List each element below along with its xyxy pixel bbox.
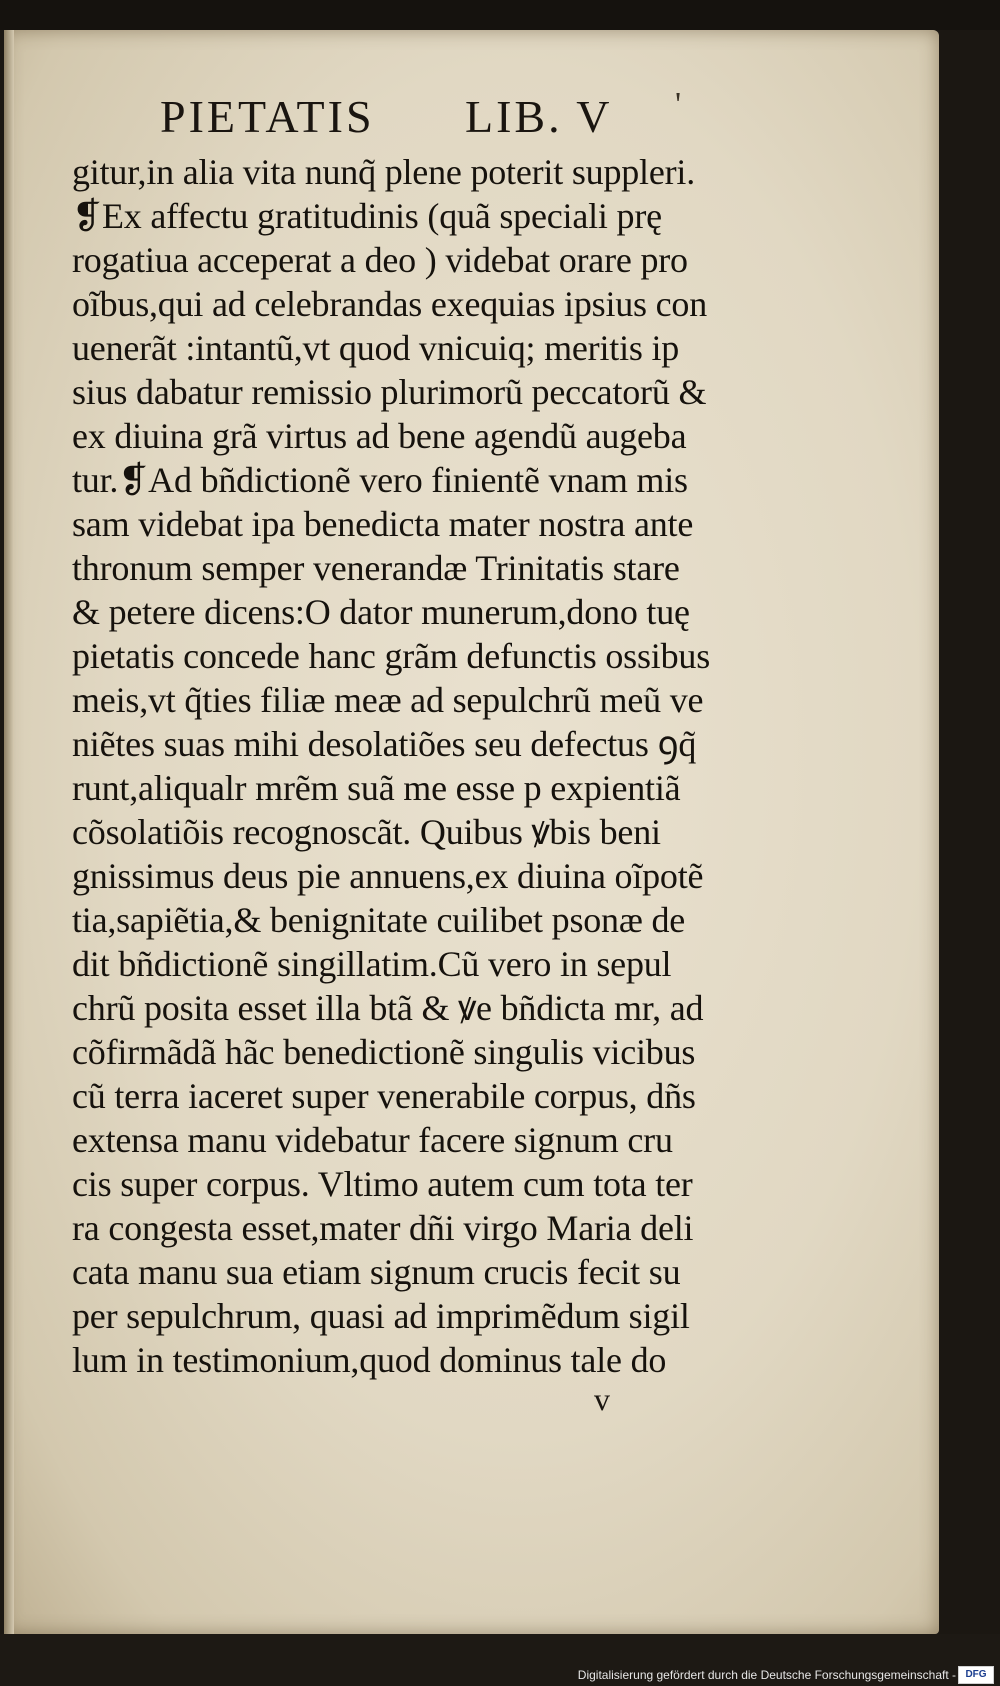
text-line: thronum semper venerandæ Trinitatis stare	[72, 548, 680, 588]
signature-mark: v	[594, 1381, 610, 1417]
text-line: gnissimus deus pie annuens,ex diuina oĩpotẽ	[72, 856, 704, 896]
text-line: meis,vt q̃ties filiæ meæ ad sepulchrũ meũ ve	[72, 680, 704, 720]
text-line: dit bñdictionẽ singillatim.Cũ vero in sepul	[72, 944, 672, 984]
dfg-logo-icon: DFG	[958, 1666, 994, 1684]
text-line: runt,aliqualr mrẽm suã me esse p expientiã	[72, 768, 681, 808]
text-line: cis super corpus. Vltimo autem cum tota ter	[72, 1164, 693, 1204]
text-line: extensa manu videbatur facere signum cru	[72, 1120, 673, 1160]
scan-top-border	[0, 0, 1000, 30]
text-line: gitur,in alia vita nunq̃ plene poterit suppleri.	[72, 152, 696, 192]
text-line: cõfirmãdã hãc benedictionẽ singulis vicibus	[72, 1032, 696, 1072]
text-line: tur.❡Ad bñdictionẽ vero finientẽ vnam mis	[72, 460, 688, 500]
text-line: cata manu sua etiam signum crucis fecit su	[72, 1252, 681, 1292]
text-line: rogatiua acceperat a deo ) videbat orare pro	[72, 240, 688, 280]
text-line: tia,sapiẽtia,& benignitate cuilibet psonæ de	[72, 900, 686, 940]
text-line: uenerãt :intantũ,vt quod vnicuiq; meritis ip	[72, 328, 680, 368]
text-line: cõsolatiõis recognoscãt. Quibus ꝟbis beni	[72, 812, 661, 852]
text-line: chrũ posita esset illa btã & ꝟe bñdicta mr, ad	[72, 988, 704, 1028]
text-line: & petere dicens:O dator munerum,dono tuę	[72, 592, 690, 632]
running-header-mark: '	[675, 86, 685, 123]
digitization-credit: Digitalisierung gefördert durch die Deutsche Forschungsgemeinschaft -	[577, 1668, 956, 1682]
text-line: ❡Ex affectu gratitudinis (quã speciali prę	[72, 196, 662, 236]
text-line: niẽtes suas mihi desolatiões seu defectus ꝯq̃	[72, 724, 697, 764]
text-line: per sepulchrum, quasi ad imprimẽdum sigil	[72, 1296, 690, 1336]
text-line: sam videbat ipa benedicta mater nostra ante	[72, 504, 694, 544]
text-line: oĩbus,qui ad celebrandas exequias ipsius con	[72, 284, 708, 324]
page-gutter-edge	[4, 30, 14, 1634]
running-header-title: PIETATIS	[160, 91, 375, 142]
running-header	[160, 86, 800, 150]
text-line: ex diuina grã virtus ad bene agendũ augeba	[72, 416, 687, 456]
text-line: pietatis concede hanc grãm defunctis ossibus	[72, 636, 711, 676]
text-line: lum in testimonium,quod dominus tale do	[72, 1340, 667, 1380]
text-line: cũ terra iaceret super venerabile corpus, dñs	[72, 1076, 696, 1116]
running-header-book: LIB. V	[465, 91, 613, 142]
text-line: ra congesta esset,mater dñi virgo Maria deli	[72, 1208, 694, 1248]
text-line: sius dabatur remissio plurimorũ peccatorũ &	[72, 372, 707, 412]
body-text	[72, 150, 792, 1382]
